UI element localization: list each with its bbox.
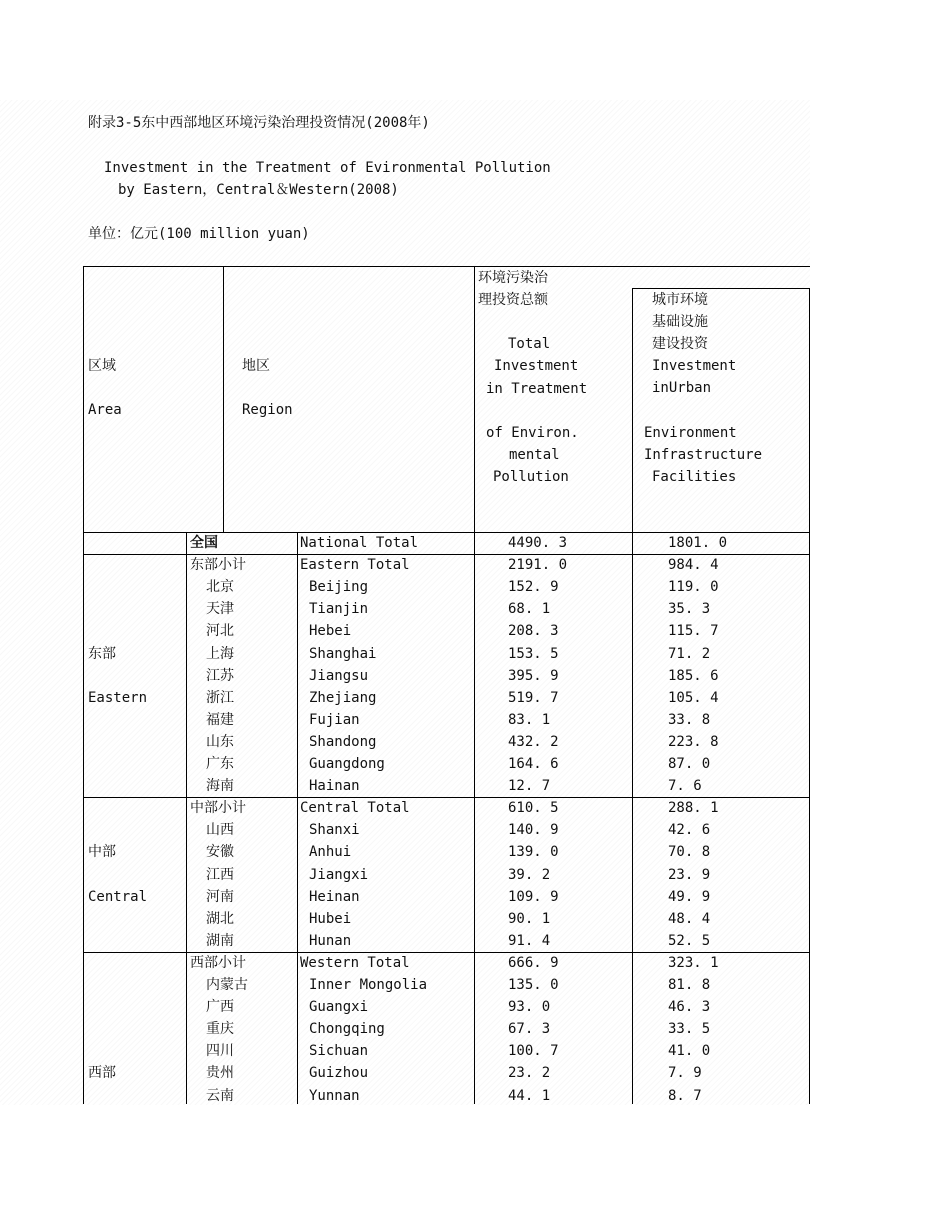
province-name-cn: 海南	[206, 778, 234, 795]
total-investment-value: 208. 3	[508, 623, 559, 640]
total-investment-value: 432. 2	[508, 733, 559, 750]
total-investment-value: 23. 2	[508, 1065, 551, 1082]
subtotal-label-en: Western Total	[300, 954, 410, 971]
total-investment-value: 93. 0	[508, 999, 551, 1016]
province-name-en: Jiangsu	[309, 667, 369, 684]
header-urban-line: 基础设施	[652, 314, 708, 331]
urban-investment-value: 105. 4	[668, 689, 719, 706]
province-name-cn: 内蒙古	[206, 977, 248, 993]
total-investment-value: 135. 0	[508, 977, 559, 993]
urban-investment-value: 223. 8	[668, 733, 719, 750]
header-total-line: 理投资总额	[478, 292, 548, 309]
province-name-en: Beijing	[309, 579, 369, 596]
total-investment-value: 666. 9	[508, 954, 559, 971]
total-investment-value: 140. 9	[508, 822, 559, 839]
province-name-en: Guangxi	[309, 999, 369, 1016]
urban-investment-value: 119. 0	[668, 579, 719, 596]
province-name-cn: 北京	[206, 579, 234, 596]
province-name-cn: 河南	[206, 888, 234, 905]
province-name-en: Yunnan	[309, 1087, 360, 1104]
total-column-divider	[474, 266, 475, 1104]
header-urban-line: Facilities	[652, 468, 737, 485]
total-investment-value: 100. 7	[508, 1043, 559, 1060]
subtotal-label-cn: 西部小计	[190, 954, 246, 971]
national-label-cn: 全国	[190, 535, 218, 551]
header-total-line: Total	[508, 336, 551, 353]
subtotal-label-cn: 中部小计	[190, 800, 246, 817]
province-name-cn: 山东	[206, 733, 234, 750]
header-urban-line: Infrastructure	[644, 446, 763, 463]
header-urban-line: 建设投资	[652, 336, 708, 353]
province-name-cn: 江苏	[206, 667, 234, 684]
province-name-en: Zhejiang	[309, 689, 377, 706]
province-name-cn: 四川	[206, 1043, 234, 1060]
total-investment-value: 519. 7	[508, 689, 559, 706]
header-total-line: in Treatment	[486, 380, 588, 397]
province-name-cn: 湖南	[206, 932, 234, 949]
header-urban-line: Environment	[644, 424, 737, 441]
province-name-cn: 广西	[206, 999, 234, 1016]
total-investment-value: 395. 9	[508, 667, 559, 684]
province-name-en: Jiangxi	[309, 866, 369, 883]
province-name-en: Shanxi	[309, 822, 360, 839]
header-urban-line: 城市环境	[652, 292, 708, 308]
province-name-en: Hubei	[309, 910, 352, 927]
province-name-cn: 上海	[206, 645, 234, 662]
province-name-en: Hunan	[309, 932, 352, 949]
area-label-en: Eastern	[88, 689, 148, 706]
header-total-line: Investment	[494, 358, 579, 375]
subtotal-label-cn: 东部小计	[190, 557, 246, 574]
table-top-border	[83, 266, 810, 267]
province-name-en: Inner Mongolia	[309, 977, 428, 993]
urban-investment-value: 46. 3	[668, 999, 711, 1016]
subtotal-label-en: Central Total	[300, 800, 410, 817]
table-right-border	[809, 288, 810, 1104]
total-investment-value: 12. 7	[508, 778, 551, 795]
urban-investment-value: 984. 4	[668, 557, 719, 574]
area-label-cn: 中部	[88, 844, 116, 861]
urban-investment-value: 33. 5	[668, 1021, 711, 1038]
urban-investment-value: 42. 6	[668, 822, 711, 839]
province-name-en: Heinan	[309, 888, 360, 905]
province-name-cn: 安徽	[206, 844, 234, 861]
national-label-en: National Total	[300, 535, 419, 551]
header-region-en: Region	[242, 402, 293, 418]
province-name-en: Hainan	[309, 778, 360, 795]
total-investment-value: 109. 9	[508, 888, 559, 905]
area-label-cn: 东部	[88, 645, 116, 662]
urban-investment-value: 115. 7	[668, 623, 719, 640]
header-total-line: mental	[509, 446, 560, 463]
header-area-cn: 区域	[88, 358, 116, 374]
province-name-cn: 重庆	[206, 1021, 234, 1038]
table-left-border	[83, 266, 84, 1104]
province-name-en: Fujian	[309, 711, 360, 728]
area-label-cn: 西部	[88, 1065, 116, 1082]
header-total-line: 环境污染治	[478, 270, 548, 286]
total-investment-value: 39. 2	[508, 866, 551, 883]
total-investment-value: 67. 3	[508, 1021, 551, 1038]
province-name-cn: 福建	[206, 711, 234, 728]
english-title-line2: by Eastern，Central＆Western(2008)	[118, 182, 399, 198]
urban-investment-value: 185. 6	[668, 667, 719, 684]
total-investment-value: 610. 5	[508, 800, 559, 817]
province-name-en: Sichuan	[309, 1043, 369, 1060]
national-urban-value: 1801. 0	[668, 535, 728, 551]
total-investment-value: 153. 5	[508, 645, 559, 662]
region-column-divider	[297, 532, 298, 1104]
header-total-line: of Environ.	[486, 424, 579, 441]
province-name-cn: 广东	[206, 756, 234, 772]
area-column-divider	[186, 532, 187, 1104]
urban-investment-value: 288. 1	[668, 800, 719, 817]
header-total-line: Pollution	[493, 468, 569, 485]
header-area-en: Area	[88, 402, 122, 418]
total-investment-value: 139. 0	[508, 844, 559, 861]
province-name-cn: 江西	[206, 866, 234, 883]
province-name-en: Hebei	[309, 623, 352, 640]
urban-investment-value: 71. 2	[668, 645, 711, 662]
province-name-cn: 浙江	[206, 689, 234, 706]
urban-investment-value: 87. 0	[668, 756, 711, 772]
province-name-en: Shanghai	[309, 645, 377, 662]
total-investment-value: 83. 1	[508, 711, 551, 728]
province-name-en: Chongqing	[309, 1021, 385, 1038]
header-urban-line: Investment	[652, 358, 737, 375]
total-investment-value: 152. 9	[508, 579, 559, 596]
total-investment-value: 91. 4	[508, 932, 551, 949]
total-investment-value: 44. 1	[508, 1087, 551, 1104]
province-name-cn: 山西	[206, 822, 234, 839]
national-total-value: 4490. 3	[508, 535, 568, 551]
page-title: 附录3-5东中西部地区环境污染治理投资情况(2008年)	[88, 115, 430, 131]
province-name-en: Guangdong	[309, 756, 385, 772]
urban-investment-value: 48. 4	[668, 910, 711, 927]
urban-investment-value: 41. 0	[668, 1043, 711, 1060]
english-title-line1: Investment in the Treatment of Evironmental Pollution	[104, 160, 551, 176]
subtotal-label-en: Eastern Total	[300, 557, 410, 574]
urban-investment-value: 33. 8	[668, 711, 711, 728]
urban-investment-value: 52. 5	[668, 932, 711, 949]
header-area-divider	[223, 266, 224, 532]
header-region-cn: 地区	[242, 358, 270, 374]
total-investment-value: 164. 6	[508, 756, 559, 772]
total-investment-value: 2191. 0	[508, 557, 568, 574]
total-investment-value: 68. 1	[508, 601, 551, 618]
province-name-en: Tianjin	[309, 601, 369, 618]
urban-investment-value: 35. 3	[668, 601, 711, 618]
area-label-en: Central	[88, 888, 148, 905]
header-urban-line: inUrban	[652, 380, 712, 397]
province-name-cn: 贵州	[206, 1065, 234, 1082]
urban-investment-value: 7. 6	[668, 778, 702, 795]
province-name-en: Guizhou	[309, 1065, 369, 1082]
urban-investment-value: 323. 1	[668, 954, 719, 971]
total-investment-value: 90. 1	[508, 910, 551, 927]
urban-investment-value: 8. 7	[668, 1087, 702, 1104]
urban-investment-value: 81. 8	[668, 977, 711, 993]
unit-note: 单位：亿元(100 million yuan)	[88, 226, 310, 242]
urban-investment-value: 7. 9	[668, 1065, 702, 1082]
urban-investment-value: 70. 8	[668, 844, 711, 861]
province-name-cn: 河北	[206, 623, 234, 640]
province-name-en: Shandong	[309, 733, 377, 750]
province-name-cn: 湖北	[206, 910, 234, 927]
province-name-cn: 云南	[206, 1087, 234, 1104]
urban-investment-value: 23. 9	[668, 866, 711, 883]
urban-column-divider	[632, 288, 633, 1104]
province-name-en: Anhui	[309, 844, 352, 861]
urban-investment-value: 49. 9	[668, 888, 711, 905]
province-name-cn: 天津	[206, 601, 234, 618]
